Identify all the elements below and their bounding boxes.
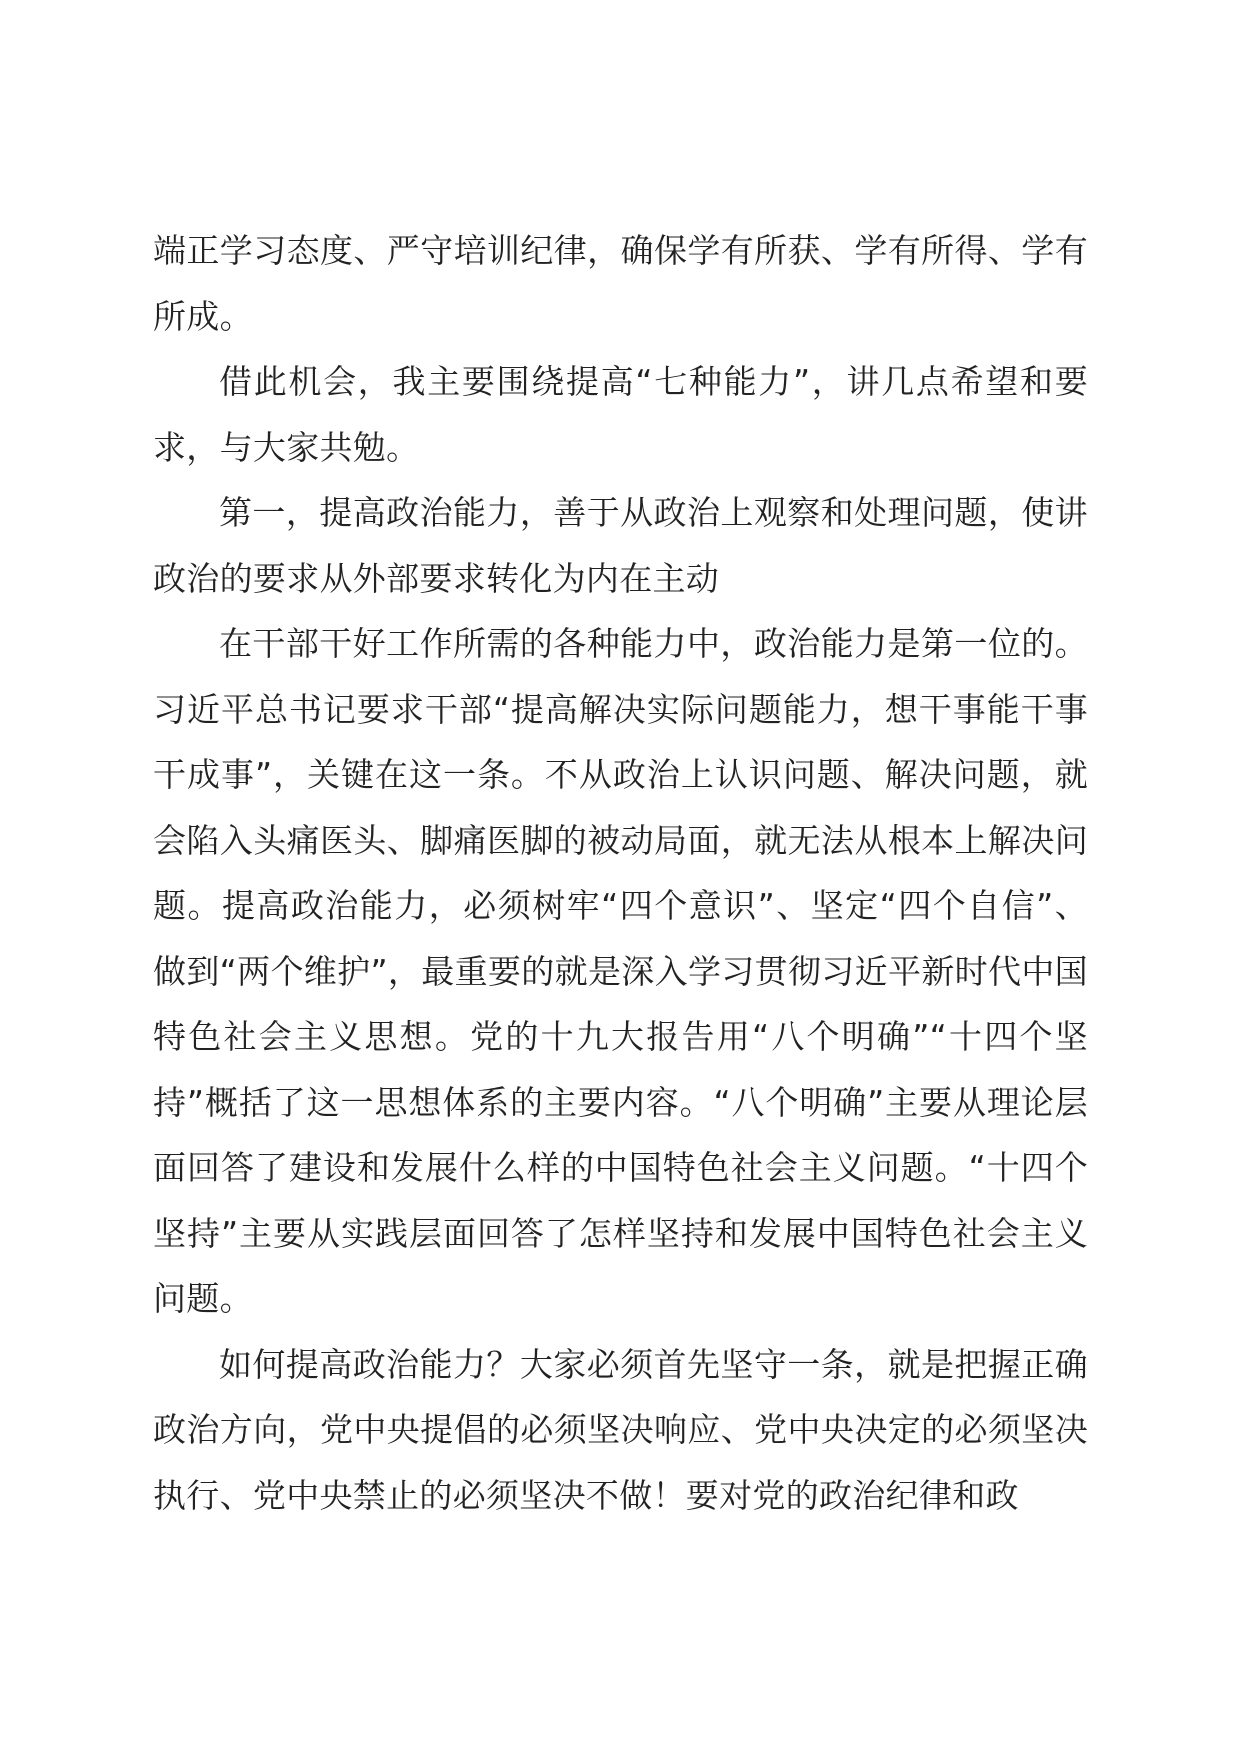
paragraph-political-ability-body: 在干部干好工作所需的各种能力中，政治能力是第一位的。习近平总书记要求干部“提高解决实际问题能力，想干事能干事干成事”，关键在这一条。不从政治上认识问题、解决问题，就会陷入头痛医头、脚痛医脚的被动局面，就无法从根本上解决问题。提高政治能力，必须树牢“四个意识”、坚定“四个自信”、做到“两个维护”，最重要的就是深入学习贯彻习近平新时代中国特色社会主义思想。党的十九大报告用“八个明确”“十四个坚持”概括了这一思想体系的主要内容。“八个明确”主要从理论层面回答了建设和发展什么样的中国特色社会主义问题。“十四个坚持”主要从实践层面回答了怎样坚持和发展中国特色社会主义问题。 (153, 624, 1088, 1318)
paragraph-continuation: 端正学习态度、严守培训纪律，确保学有所获、学有所得、学有所成。 (153, 231, 1088, 336)
paragraph-intro: 借此机会，我主要围绕提高“七种能力”，讲几点希望和要求，与大家共勉。 (153, 362, 1088, 467)
document-body (153, 218, 1088, 1528)
section-heading-political-ability: 第一，提高政治能力，善于从政治上观察和处理问题，使讲政治的要求从外部要求转化为内在主动 (153, 493, 1088, 598)
paragraph-how-to-improve: 如何提高政治能力？大家必须首先坚守一条，就是把握正确政治方向，党中央提倡的必须坚决响应、党中央决定的必须坚决执行、党中央禁止的必须坚决不做！要对党的政治纪律和政 (153, 1344, 1088, 1515)
